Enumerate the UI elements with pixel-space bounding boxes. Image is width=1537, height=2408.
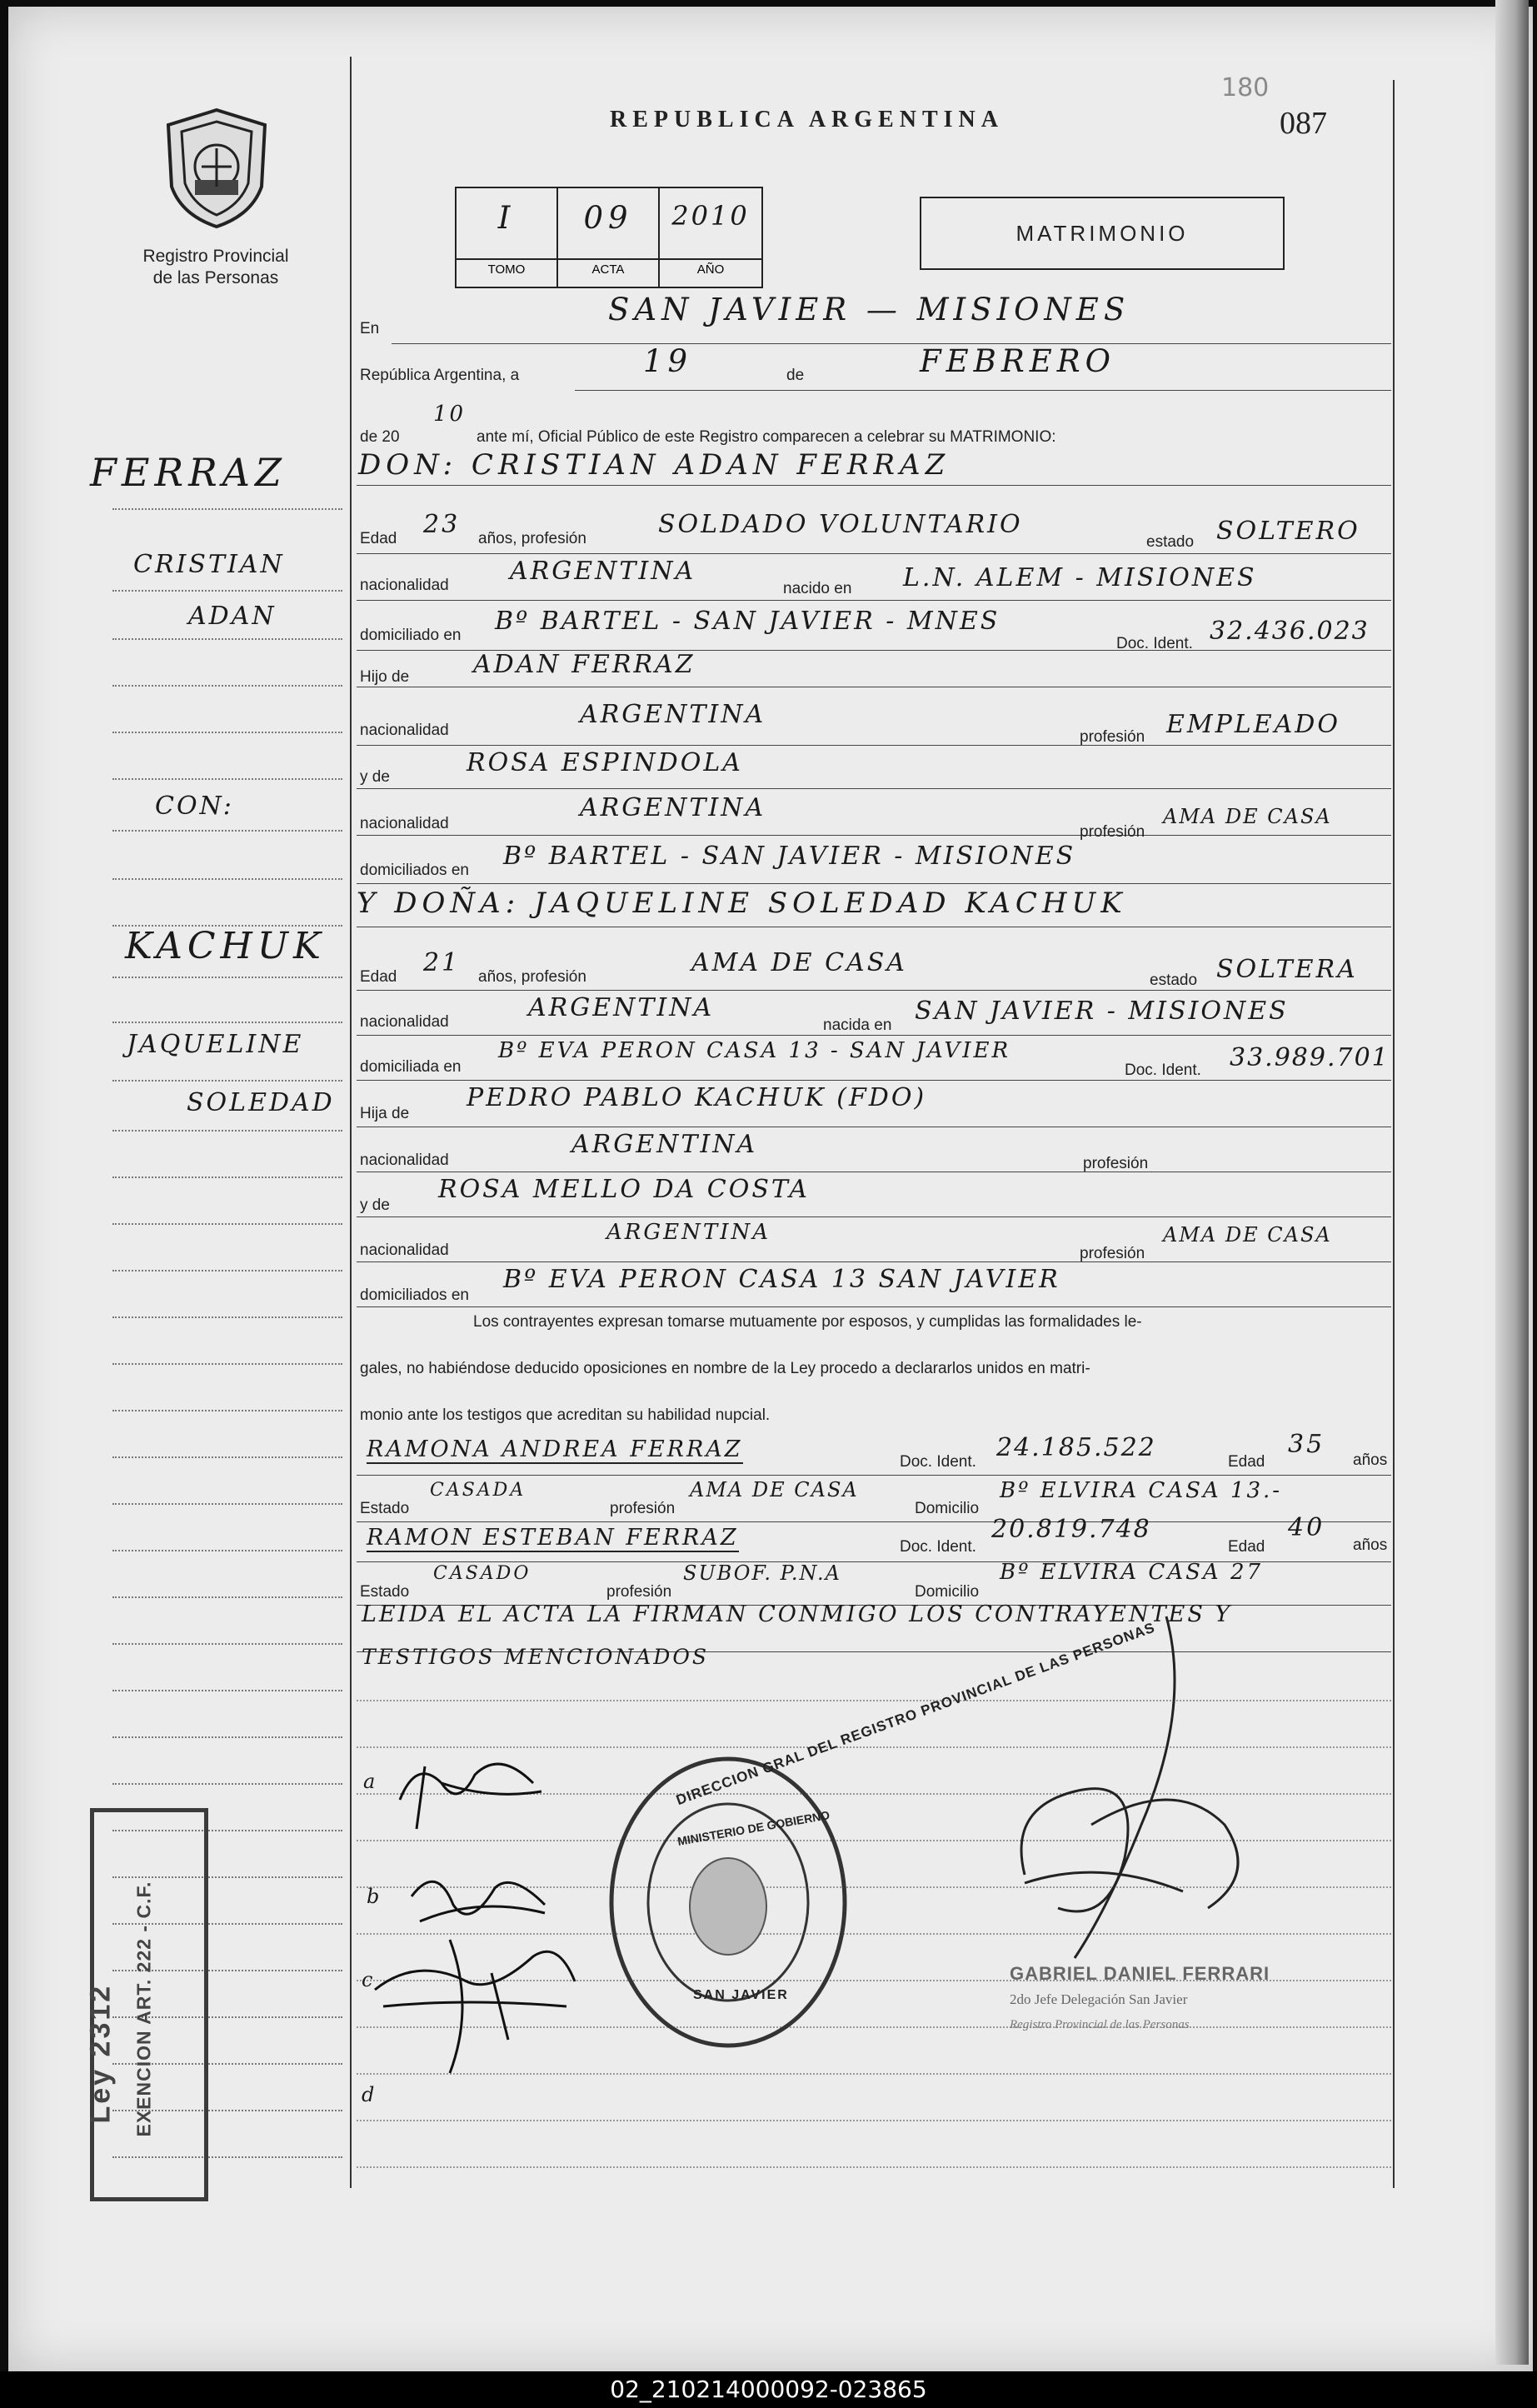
label-doc-ident: Doc. Ident. [900,1453,976,1471]
declaration-line-3: monio ante los testigos que acreditan su habilidad nupcial. [360,1406,771,1424]
margin-groom-given-2: ADAN [188,602,277,631]
witness-1-address: Bº ELVIRA CASA 13.- [1000,1478,1283,1503]
acta-label: ACTA [558,258,658,287]
bride-full-name: Y DOÑA: JAQUELINE SOLEDAD KACHUK [357,887,1127,920]
groom-doc: 32.436.023 [1210,617,1370,646]
label-edad-w: Edad [1228,1453,1265,1471]
label-hijo-de: Hijo de [360,668,410,686]
label-nacionalidad: nacionalidad [360,1013,449,1031]
groom-parents-address: Bº BARTEL - SAN JAVIER - MISIONES [503,842,1076,871]
bride-mother-nationality: ARGENTINA [606,1220,771,1245]
groom-father: ADAN FERRAZ [473,650,696,679]
label-edad-w: Edad [1228,1538,1265,1556]
margin-bride-given-2: SOLEDAD [187,1088,335,1117]
groom-profession: SOLDADO VOLUNTARIO [658,510,1023,539]
official-org: Registro Provincial de las Personas [1010,2018,1190,2031]
place-value: SAN JAVIER — MISIONES [608,292,1130,327]
row-rule [357,1261,1391,1262]
label-profesion: profesión [606,1583,672,1601]
month-value: FEBRERO [920,343,1115,379]
label-domiciliados-en: domiciliados en [360,862,469,879]
row-rule [357,788,1391,789]
bride-nationality: ARGENTINA [528,993,715,1022]
closing-line-1: LEIDA EL ACTA LA FIRMAN CONMIGO LOS CONTRAYENTES Y [362,1601,1233,1627]
stamp-line-1: Ley 2312 [84,1983,117,2124]
label-anos: años [1353,1451,1388,1469]
label-nacionalidad: nacionalidad [360,722,449,739]
tomo-value: I [497,200,516,236]
row-rule [357,883,1391,884]
bride-age: 21 [423,948,461,977]
groom-birthplace: L.N. ALEM - MISIONES [903,563,1257,592]
year-suffix-value: 10 [433,402,467,427]
seal-inner-text: MINISTERIO DE GOBIERNO [676,1808,831,1848]
witness-1-age: 35 [1288,1430,1325,1459]
label-nacido-en: nacido en [783,580,852,597]
signature-marker-c: c [362,1968,376,1991]
label-nacionalidad: nacionalidad [360,815,449,832]
scan-footer-id: 02_210214000092-023865 [0,2371,1537,2408]
official-title: 2do Jefe Delegación San Javier [1010,1991,1188,2007]
label-nacida-en: nacida en [823,1017,892,1034]
label-en: En [360,320,380,337]
bride-birthplace: SAN JAVIER - MISIONES [915,997,1289,1026]
label-doc-ident: Doc. Ident. [1116,635,1193,652]
margin-bride-surname: KACHUK [125,925,326,967]
label-anos: años [1353,1536,1388,1554]
margin-groom-surname: FERRAZ [90,450,287,495]
label-republica: República Argentina, a [360,367,520,384]
record-type-box: MATRIMONIO [920,197,1285,270]
label-domiciliado-en: domiciliado en [360,627,462,644]
groom-mother-nationality: ARGENTINA [580,793,766,822]
official-name: GABRIEL DANIEL FERRARI [1010,1963,1270,1984]
label-estado: estado [1150,972,1198,989]
row-rule [357,1035,1391,1036]
signature-marker-a: a [363,1770,378,1793]
label-nacionalidad: nacionalidad [360,1152,449,1169]
signature-marker-d: d [362,2083,377,2106]
signature-groom-icon [392,1750,550,1833]
label-de20: de 20 [360,428,400,446]
bride-doc: 33.989.701 [1230,1043,1390,1072]
row-rule [357,1080,1391,1081]
record-number-box [455,187,763,288]
label-domiciliados-en: domiciliados en [360,1286,469,1304]
registry-name-line2: de las Personas [152,268,279,287]
bride-parents-address: Bº EVA PERON CASA 13 SAN JAVIER [503,1265,1060,1294]
label-edad: Edad [360,530,397,547]
country-heading: REPUBLICA ARGENTINA [610,107,1004,132]
groom-status: SOLTERO [1216,517,1360,546]
label-anos-profesion: años, profesión [478,530,586,547]
page-number: 087 [1280,106,1327,141]
row-rule [357,1475,1391,1476]
label-profesion: profesión [1080,823,1145,841]
row-rule [357,1216,1391,1217]
witness-1-status: CASADA [430,1480,526,1501]
label-profesion: profesión [1083,1155,1149,1172]
exemption-stamp [84,1808,208,2201]
row-rule [357,990,1391,991]
groom-father-profession: EMPLEADO [1166,710,1340,739]
witness-1-doc: 24.185.522 [996,1433,1156,1462]
groom-mother-profession: AMA DE CASA [1163,805,1332,828]
groom-full-name: DON: CRISTIAN ADAN FERRAZ [358,448,951,482]
bride-status: SOLTERA [1216,955,1358,984]
declaration-line-2: gales, no habiéndose deducido oposiciones en nombre de la Ley procedo a declararlos unidos en matri- [360,1360,1090,1377]
label-hija-de: Hija de [360,1105,410,1122]
registry-name-line1: Registro Provincial [142,247,289,266]
label-nacionalidad: nacionalidad [360,577,449,594]
margin-divider [350,57,352,2188]
row-rule [357,485,1391,486]
label-nacionalidad: nacionalidad [360,1241,449,1259]
label-domicilio: Domicilio [915,1583,980,1601]
witness-2-status: CASADO [433,1563,531,1584]
ano-value: 2010 [671,200,750,232]
row-rule [575,390,1391,391]
witness-2-age: 40 [1288,1513,1325,1542]
stamp-line-2: EXENCION ART. 222 - C.F. [132,1881,155,2137]
label-y-de: y de [360,1197,390,1214]
row-rule [357,835,1391,836]
label-estado: estado [1146,533,1195,551]
bride-address: Bº EVA PERON CASA 13 - SAN JAVIER [498,1038,1011,1063]
row-rule [392,343,1391,344]
groom-address: Bº BARTEL - SAN JAVIER - MNES [495,607,1001,636]
label-profesion: profesión [610,1500,676,1517]
label-profesion: profesión [1080,1245,1145,1262]
label-estado-w: Estado [360,1583,410,1601]
witness-2-profession: SUBOF. P.N.A [683,1561,841,1585]
bride-profession: AMA DE CASA [691,948,907,977]
declaration-line-1: Los contrayentes expresan tomarse mutuamente por esposos, y cumplidas las formalidades le- [473,1313,1142,1331]
label-domicilio: Domicilio [915,1500,980,1517]
intro-text: ante mí, Oficial Público de este Registro comparecen a celebrar su MATRIMONIO: [477,428,1056,446]
label-doc-ident: Doc. Ident. [900,1538,976,1556]
ano-label: AÑO [660,258,761,287]
row-rule [357,553,1391,554]
province-crest-icon [158,107,275,230]
seal-bottom-text: SAN JAVIER [693,1988,789,2002]
label-y-de: y de [360,768,390,786]
bride-father: PEDRO PABLO KACHUK (FDO) [467,1083,927,1112]
groom-father-nationality: ARGENTINA [580,700,766,729]
witness-2-doc: 20.819.748 [991,1515,1151,1544]
label-anos-profesion: años, profesión [478,968,586,986]
day-value: 19 [643,343,693,379]
label-domiciliada-en: domiciliada en [360,1058,462,1076]
row-rule [357,745,1391,746]
right-frame-line [1393,80,1395,2188]
witness-1-profession: AMA DE CASA [690,1478,859,1501]
row-rule [357,1306,1391,1307]
bride-mother-profession: AMA DE CASA [1163,1223,1332,1246]
signature-marker-b: b [367,1885,382,1908]
groom-age: 23 [423,510,461,539]
tomo-label: TOMO [457,258,556,287]
label-doc-ident: Doc. Ident. [1125,1062,1201,1079]
witness-2-name: RAMON ESTEBAN FERRAZ [367,1525,739,1551]
row-rule [357,600,1391,601]
groom-mother: ROSA ESPINDOLA [467,748,743,777]
witness-2-address: Bº ELVIRA CASA 27 [1000,1560,1264,1585]
bride-father-nationality: ARGENTINA [571,1130,758,1159]
groom-nationality: ARGENTINA [510,557,696,586]
bride-mother: ROSA MELLO DA COSTA [438,1175,810,1204]
page-binding [1495,0,1529,2365]
witness-1-name: RAMONA ANDREA FERRAZ [367,1436,743,1462]
margin-bride-given-1: JAQUELINE [127,1030,304,1059]
acta-value: 09 [583,200,633,236]
official-seal-icon [603,1748,853,2056]
closing-line-2: TESTIGOS MENCIONADOS [362,1645,709,1669]
margin-connector: CON: [155,792,234,821]
label-profesion: profesión [1080,728,1145,746]
label-estado-w: Estado [360,1500,410,1517]
label-de: de [786,367,805,384]
row-rule [357,1521,1391,1522]
label-edad: Edad [360,968,397,986]
signature-witness-icon [367,1923,583,2090]
margin-groom-given-1: CRISTIAN [133,550,285,579]
pencil-annotation: 180 [1221,73,1270,102]
